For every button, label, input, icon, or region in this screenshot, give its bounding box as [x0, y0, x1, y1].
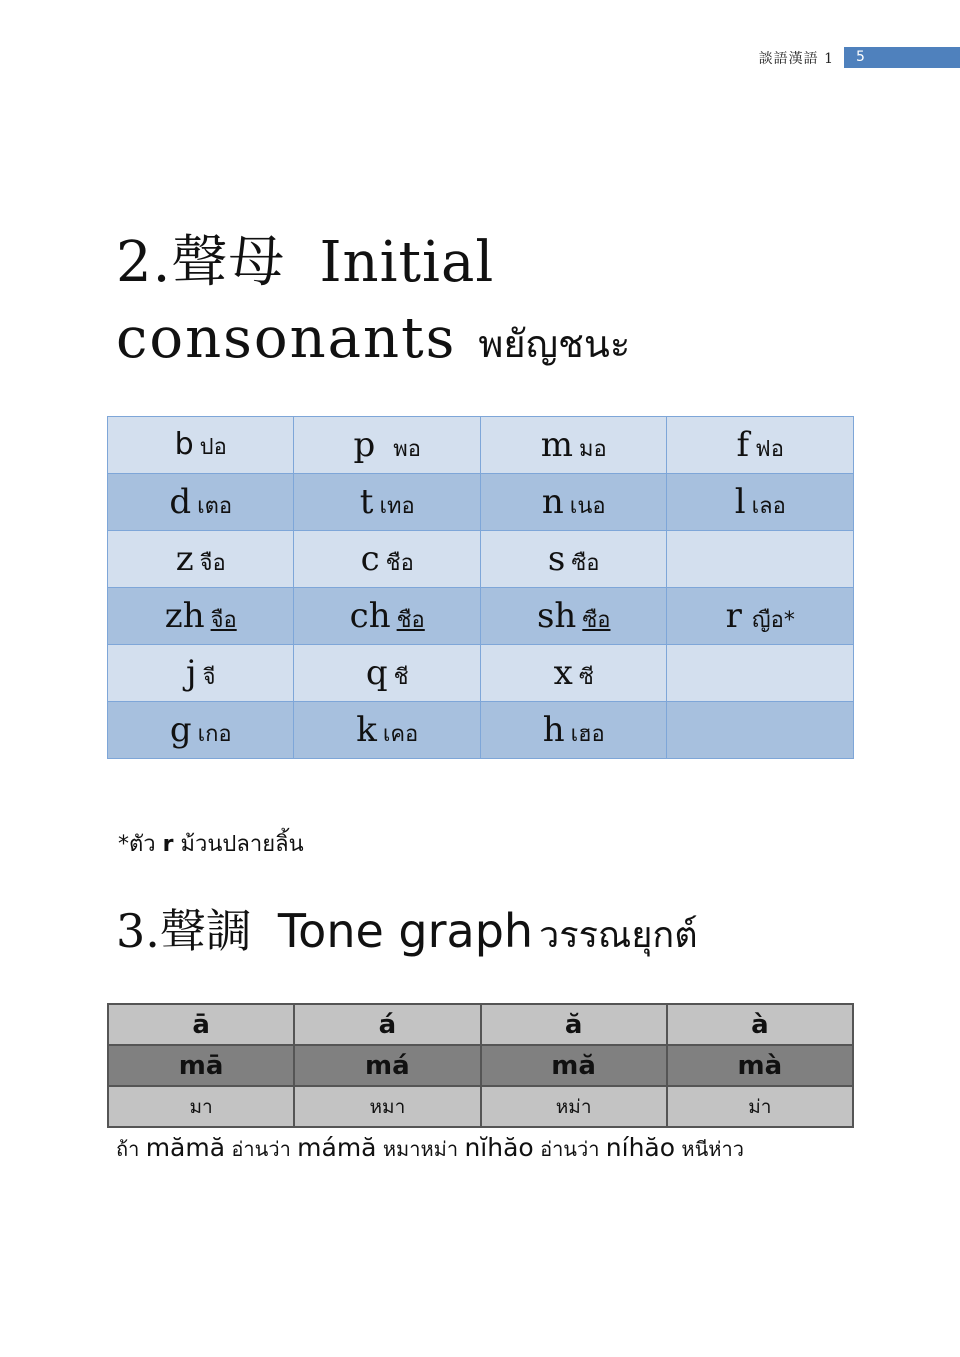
- table-cell: k เคอ: [294, 702, 481, 759]
- section-2-heading-line-2: [116, 306, 630, 374]
- table-row: [108, 417, 854, 474]
- footnote: [118, 826, 304, 861]
- running-title: 談語漢語 1: [758, 51, 834, 67]
- page-number-box: [844, 47, 960, 68]
- table-cell: mā: [108, 1045, 294, 1086]
- table-cell-empty: [667, 645, 854, 702]
- table-cell: t เทอ: [294, 474, 481, 531]
- section-3-heading: [116, 895, 698, 963]
- page-header: [0, 47, 960, 69]
- table-cell: q ชี: [294, 645, 481, 702]
- table-cell: ā: [108, 1004, 294, 1045]
- table-cell: zh จือ: [108, 588, 294, 645]
- table-cell: m มอ: [480, 417, 667, 474]
- table-cell: l เลอ: [667, 474, 854, 531]
- section-2-english-title-1: Initial: [319, 230, 495, 295]
- section-3-english-title: Tone graph: [277, 904, 534, 958]
- table-cell: f ฟอ: [667, 417, 854, 474]
- page-number: 5: [856, 49, 865, 65]
- table-cell: s ซือ: [480, 531, 667, 588]
- table-cell: à: [667, 1004, 853, 1045]
- section-2-number-title: 2.聲母: [116, 230, 286, 295]
- table-cell: mà: [667, 1045, 853, 1086]
- table-cell-empty: [667, 702, 854, 759]
- table-cell: ม่า: [667, 1086, 853, 1127]
- table-row: [108, 474, 854, 531]
- section-3-thai-title: วรรณยุกต์: [539, 915, 698, 956]
- footnote-prefix: ตัว: [129, 832, 156, 857]
- table-cell: má: [294, 1045, 480, 1086]
- table-cell: g เกอ: [108, 702, 294, 759]
- table-cell: r ญือ*: [667, 588, 854, 645]
- table-cell: mă: [481, 1045, 667, 1086]
- tone-sandhi-example: ถ้า mămă อ่านว่า mámă หมาหม่า nĭhăo อ่านว่า níhăo หนีห่าว: [116, 1133, 744, 1162]
- table-cell: หมา: [294, 1086, 480, 1127]
- tone-table: [107, 1003, 854, 1128]
- section-2-thai-title: พยัญชนะ: [478, 322, 631, 366]
- initial-consonants-table: [107, 416, 854, 759]
- footnote-letter: r: [162, 832, 174, 857]
- table-cell: sh ซือ: [480, 588, 667, 645]
- table-cell: ch ชือ: [294, 588, 481, 645]
- table-row: [108, 702, 854, 759]
- table-row: [108, 588, 854, 645]
- table-cell: n เนอ: [480, 474, 667, 531]
- table-cell: มา: [108, 1086, 294, 1127]
- table-cell: p พอ: [294, 417, 481, 474]
- table-cell-empty: [667, 531, 854, 588]
- table-cell: หม่า: [481, 1086, 667, 1127]
- table-cell: z จือ: [108, 531, 294, 588]
- table-cell: c ชือ: [294, 531, 481, 588]
- tone-marks-row: [108, 1004, 853, 1045]
- table-cell: d เตอ: [108, 474, 294, 531]
- table-row: [108, 645, 854, 702]
- section-2-heading: [116, 218, 494, 298]
- table-cell: b ปอ: [108, 417, 294, 474]
- section-2-english-title-2: consonants: [116, 306, 457, 371]
- syllables-row: [108, 1045, 853, 1086]
- table-row: [108, 531, 854, 588]
- footnote-suffix: ม้วนปลายลิ้น: [180, 832, 304, 857]
- table-cell: h เฮอ: [480, 702, 667, 759]
- thai-row: [108, 1086, 853, 1127]
- table-cell: j จี: [108, 645, 294, 702]
- section-3-number-title: 3.聲調: [116, 904, 252, 958]
- footnote-star: *: [118, 832, 129, 857]
- table-cell: x ซี: [480, 645, 667, 702]
- table-cell: ă: [481, 1004, 667, 1045]
- table-cell: á: [294, 1004, 480, 1045]
